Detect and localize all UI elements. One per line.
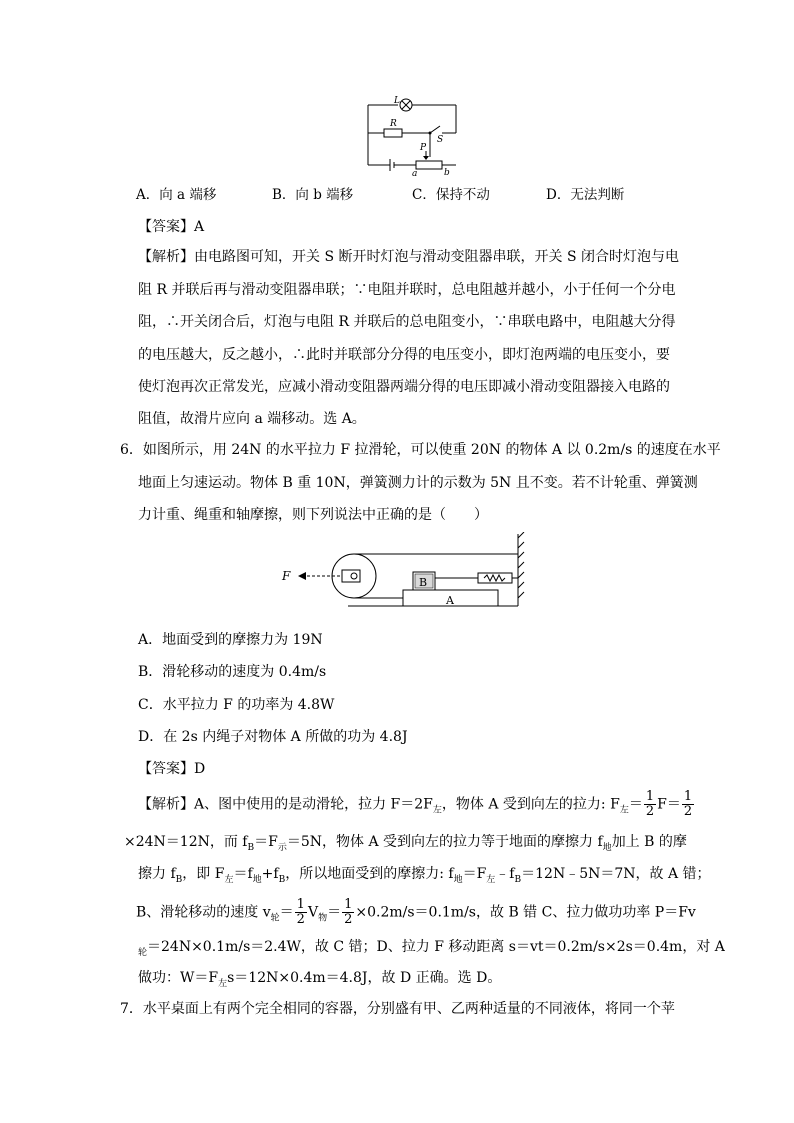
q6-stem-line-3: 力计重、绳重和轴摩擦，则下列说法中正确的是（ ） (138, 507, 488, 523)
q7-stem-line-1: 7．水平桌面上有两个完全相同的容器，分别盛有甲、乙两种适量的不同液体，将同一个苹 (120, 1001, 675, 1017)
q6-l4-e: ×0.2m/s＝0.1m/s，故 B 错 C、拉力做功功率 P＝Fv (355, 904, 696, 921)
circuit-diagram (350, 95, 470, 177)
q6-analysis-line-2 (124, 833, 687, 857)
q5-answer: 【答案】A (138, 219, 205, 235)
q6-option-b: B．滑轮移动的速度为 0.4m/s (138, 664, 327, 680)
q6-l5-sub1: 轮 (138, 947, 148, 958)
q5-analysis-line-2: 阻 R 并联后再与滑动变阻器串联；∵电阻并联时，总电阻越并越小，小于任何一个分电 (138, 282, 676, 298)
q5-option-d: D．无法判断 (546, 187, 625, 203)
q6-l2-a: ×24N＝12N，而 f (124, 834, 248, 850)
half-num-3: 1 (296, 897, 305, 912)
q6-l2-sub3: 地 (602, 842, 612, 853)
half-fraction-3 (295, 898, 307, 927)
q6-analysis-line-6 (138, 969, 501, 993)
label-S: S (437, 135, 444, 145)
q6-l3-sub2: 左 (224, 874, 234, 885)
label-A: A (446, 594, 454, 607)
q6-l4-a: B、滑轮移动的速度 v (136, 904, 271, 921)
label-a: a (412, 169, 418, 177)
q6-l6-b: s＝12N×0.4m＝4.8J，故 D 正确。选 D。 (227, 970, 502, 986)
q6-l3-sub4: B (278, 874, 286, 885)
q5-analysis-line-3: 阻，∴开关闭合后，灯泡与电阻 R 并联后的总电阻变小，∵串联电路中，电阻越大分得 (138, 314, 676, 330)
label-P: P (420, 143, 427, 153)
q6-l3-h: ＝12N﹣5N＝7N，故 A 错； (521, 866, 711, 882)
half-fraction-2 (682, 790, 694, 819)
q6-option-d: D．在 2s 内绳子对物体 A 所做的功为 4.8J (138, 729, 408, 745)
q6-l3-sub7: B (514, 874, 522, 885)
q6-l6-a: 做功：W＝F (138, 970, 219, 986)
label-b: b (444, 168, 450, 177)
q6-l2-b: ＝F (254, 834, 278, 850)
half-den-2: 2 (683, 804, 693, 819)
q5-option-c: C．保持不动 (412, 187, 490, 203)
q6-l1-a: 【解析】A、图中使用的是动滑轮，拉力 F＝2F (138, 796, 433, 813)
q5-analysis-line-5: 使灯泡再次正常发光，应减小滑动变阻器两端分得的电压即减小滑动变阻器接入电路的 (138, 379, 670, 395)
half-num: 1 (645, 789, 655, 804)
q6-l4-b: ＝ (279, 904, 294, 921)
q6-l3-sub6: 左 (486, 874, 496, 885)
q6-l3-sub1: B (175, 874, 183, 885)
q6-l2-sub2: 示 (277, 842, 287, 853)
q6-analysis-line-4 (136, 898, 696, 927)
q6-l2-sub1: B (247, 842, 255, 853)
q6-l4-sub2: 物 (318, 913, 328, 924)
q6-l1-sub2: 左 (619, 805, 629, 816)
q6-l3-d: +f (261, 866, 279, 882)
label-F: F (282, 569, 291, 583)
q6-l1-sub1: 左 (432, 805, 442, 816)
q5-analysis-line-1: 【解析】由电路图可知，开关 S 断开时灯泡与滑动变阻器串联，开关 S 闭合时灯泡与电 (138, 249, 679, 265)
q5-option-a: A．向 a 端移 (136, 187, 217, 203)
q6-option-c: C．水平拉力 F 的功率为 4.8W (138, 697, 335, 713)
q6-stem-line-2: 地面上匀速运动。物体 B 重 10N，弹簧测力计的示数为 5N 且不变。若不计轮重、弹簧测 (138, 475, 698, 491)
q6-l3-a: 擦力 f (138, 866, 176, 882)
half-fraction-4 (342, 898, 354, 927)
q6-l2-c: ＝5N，物体 A 受到向左的拉力等于地面的摩擦力 f (286, 834, 603, 850)
half-den-4: 2 (344, 912, 353, 927)
q6-l4-sub1: 轮 (270, 913, 280, 924)
q6-l1-c: ＝ (628, 796, 643, 813)
pulley-diagram (278, 532, 533, 612)
half-fraction (644, 790, 656, 819)
q6-l2-d: 加上 B 的摩 (611, 834, 687, 850)
q5-analysis-line-4: 的电压越大，反之越小，∴此时并联部分分得的电压变小，即灯泡两端的电压变小，要 (138, 347, 670, 363)
q6-l3-b: ，即 F (182, 866, 225, 882)
half-num-2: 1 (683, 789, 693, 804)
q6-l3-e: ，所以地面受到的摩擦力: f (285, 866, 454, 882)
q6-analysis-line-1 (138, 790, 695, 819)
q6-analysis-line-3 (138, 865, 711, 889)
q6-l3-f: ＝F (462, 866, 487, 882)
q6-l3-sub3: 地 (252, 874, 262, 885)
q6-l3-sub5: 地 (453, 874, 463, 885)
q6-l3-g: ﹣f (495, 866, 515, 882)
label-R: R (390, 119, 397, 129)
q6-answer: 【答案】D (138, 761, 206, 777)
half-den: 2 (645, 804, 655, 819)
q6-l4-d: ＝ (327, 904, 342, 921)
q5-analysis-line-6: 阻值，故滑片应向 a 端移动。选 A。 (138, 411, 366, 427)
q6-l1-b: ，物体 A 受到向左的拉力: F (441, 796, 620, 813)
q6-option-a: A．地面受到的摩擦力为 19N (138, 632, 323, 648)
q6-l3-c: ＝f (233, 866, 253, 882)
q6-l5-a: ＝24N×0.1m/s＝2.4W，故 C 错；D、拉力 F 移动距离 s＝vt＝0.2m/s×2s＝0.4m，对 A (147, 939, 725, 955)
half-num-4: 1 (344, 897, 353, 912)
q6-l6-sub1: 左 (218, 978, 228, 989)
q6-stem-line-1: 6．如图所示，用 24N 的水平拉力 F 拉滑轮，可以使重 20N 的物体 A 以 0.2m/s 的速度在水平 (120, 442, 721, 458)
q6-l1-d: F＝ (657, 796, 681, 813)
q6-l4-c: V (307, 904, 319, 921)
half-den-3: 2 (296, 912, 305, 927)
label-B: B (419, 576, 428, 589)
label-L: L (394, 96, 400, 106)
q5-option-b: B．向 b 端移 (272, 187, 354, 203)
q6-analysis-line-5 (138, 938, 725, 962)
